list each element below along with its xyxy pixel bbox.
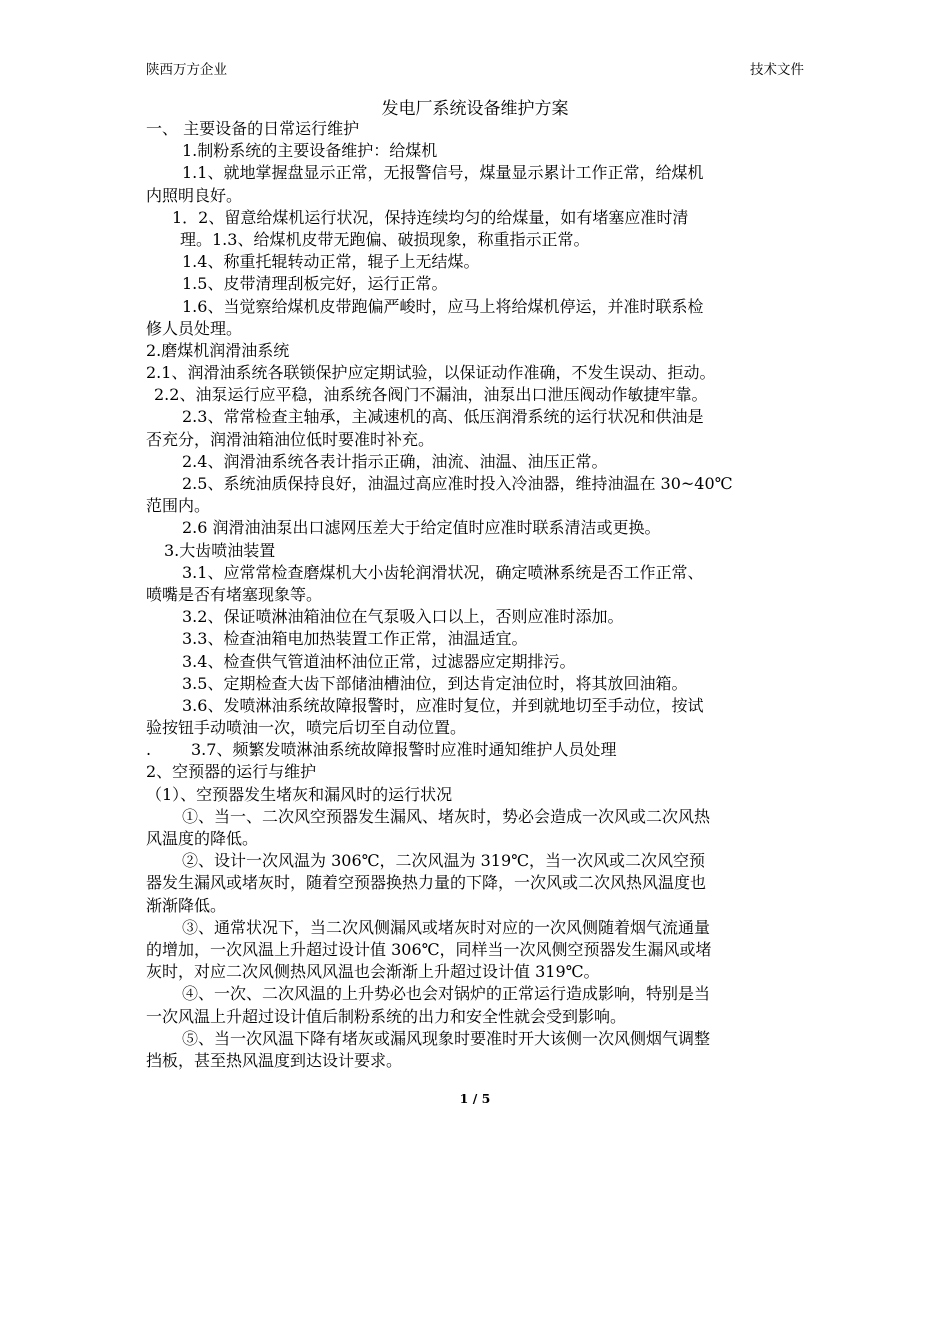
paragraph-line: 理。1.3、给煤机皮带无跑偏、破损现象，称重指示正常。: [180, 229, 590, 249]
subsection-heading: 3.大齿喷油装置: [164, 540, 276, 560]
document-title: 发电厂系统设备维护方案: [381, 99, 569, 119]
paragraph-line: 3.7、频繁发喷淋油系统故障报警时应准时通知维护人员处理: [191, 740, 617, 760]
stray-mark: .: [146, 740, 152, 760]
section-heading: 一、 主要设备的日常运行维护: [146, 119, 360, 138]
paragraph-line: 灰时，对应二次风侧热风风温也会渐渐上升超过设计值 319℃。: [146, 962, 600, 982]
paragraph-line: 3.2、保证喷淋油箱油位在气泵吸入口以上，否则应准时添加。: [182, 607, 624, 627]
paragraph-line: 一次风温上升超过设计值后制粉系统的出力和安全性就会受到影响。: [146, 1006, 627, 1026]
paragraph-line: 挡板，甚至热风温度到达设计要求。: [146, 1050, 403, 1070]
paragraph-line: ②、设计一次风温为 306℃，二次风温为 319℃，当一次风或二次风空预: [182, 851, 706, 871]
subsection-heading: 2.磨煤机润滑油系统: [146, 340, 290, 360]
paragraph-line: 2.6 润滑油油泵出口滤网压差大于给定值时应准时联系清洁或更换。: [182, 518, 661, 538]
paragraph-line: 1.5、皮带清理刮板完好，运行正常。: [182, 274, 448, 294]
paragraph-line: ①、当一、二次风空预器发生漏风、堵灰时，势必会造成一次风或二次风热: [182, 806, 711, 826]
paragraph-line: ③、通常状况下，当二次风侧漏风或堵灰时对应的一次风侧随着烟气流通量: [182, 917, 711, 937]
paragraph-line: 3.5、定期检查大齿下部储油槽油位，到达肯定油位时，将其放回油箱。: [182, 673, 688, 693]
paragraph-line: 2.1、润滑油系统各联锁保护应定期试验，以保证动作准确，不发生误动、拒动。: [146, 363, 716, 383]
paragraph-line: 3.1、应常常检查磨煤机大小齿轮润滑状况，确定喷淋系统是否工作正常、: [182, 562, 704, 582]
page-header: [146, 58, 804, 78]
paragraph-line: ⑤、当一次风温下降有堵灰或漏风现象时要准时开大该侧一次风侧烟气调整: [182, 1028, 711, 1048]
paragraph-line: 3.4、检查供气管道油杯油位正常，过滤器应定期排污。: [182, 651, 576, 671]
paragraph-line: 2.2、油泵运行应平稳，油系统各阀门不漏油，油泵出口泄压阀动作敏捷牢靠。: [154, 385, 708, 405]
paragraph-line: ④、一次、二次风温的上升势必也会对锅炉的正常运行造成影响，特别是当: [182, 984, 711, 1004]
document-body: [146, 118, 818, 1072]
paragraph-line: 器发生漏风或堵灰时，随着空预器换热力量的下降，一次风或二次风热风温度也: [146, 873, 707, 893]
paragraph-line: 2.4、润滑油系统各表计指示正确，油流、油温、油压正常。: [182, 451, 608, 471]
subsection-heading: 1.制粉系统的主要设备维护：给煤机: [182, 141, 438, 161]
paragraph-line: 渐渐降低。: [146, 895, 227, 915]
paragraph-line: 内照明良好。: [146, 185, 243, 205]
subsection-heading: （1）、空预器发生堵灰和漏风时的运行状况: [146, 784, 453, 804]
paragraph-line: 验按钮手动喷油一次，喷完后切至自动位置。: [146, 718, 467, 738]
paragraph-line: 3.6、发喷淋油系统故障报警时，应准时复位，并到就地切至手动位，按试: [182, 695, 704, 715]
paragraph-line: 1.6、当觉察给煤机皮带跑偏严峻时，应马上将给煤机停运，并准时联系检: [182, 296, 704, 316]
paragraph-line: 1.4、称重托辊转动正常，辊子上无结煤。: [182, 252, 480, 272]
paragraph-line: 范围内。: [146, 496, 211, 516]
paragraph-line: 1.1、就地掌握盘显示正常，无报警信号，煤量显示累计工作正常，给煤机: [182, 163, 704, 183]
paragraph-line: 2.3、常常检查主轴承，主减速机的高、低压润滑系统的运行状况和供油是: [182, 407, 704, 427]
header-doc-type: 技术文件: [750, 62, 804, 78]
page-number: 1 / 5: [459, 1091, 491, 1106]
paragraph-line: 风温度的降低。: [146, 829, 259, 848]
paragraph-line: 2.5、系统油质保持良好，油温过高应准时投入冷油器，维持油温在 30~40℃: [182, 474, 733, 493]
paragraph-line: 喷嘴是否有堵塞现象等。: [146, 584, 323, 604]
paragraph-line-row: [146, 739, 818, 761]
paragraph-line: 的增加，一次风温上升超过设计值 306℃，同样当一次风侧空预器发生漏风或堵: [146, 939, 712, 959]
paragraph-line: 3.3、检查油箱电加热装置工作正常，油温适宜。: [182, 629, 528, 649]
section-heading: 2、空预器的运行与维护: [146, 762, 317, 782]
header-company: 陕西万方企业: [146, 62, 227, 78]
paragraph-line: 修人员处理。: [146, 318, 243, 338]
paragraph-line: 否充分，润滑油箱油位低时要准时补充。: [146, 429, 435, 449]
paragraph-line: 1．2、留意给煤机运行状况，保持连续均匀的给煤量，如有堵塞应准时清: [172, 207, 689, 227]
